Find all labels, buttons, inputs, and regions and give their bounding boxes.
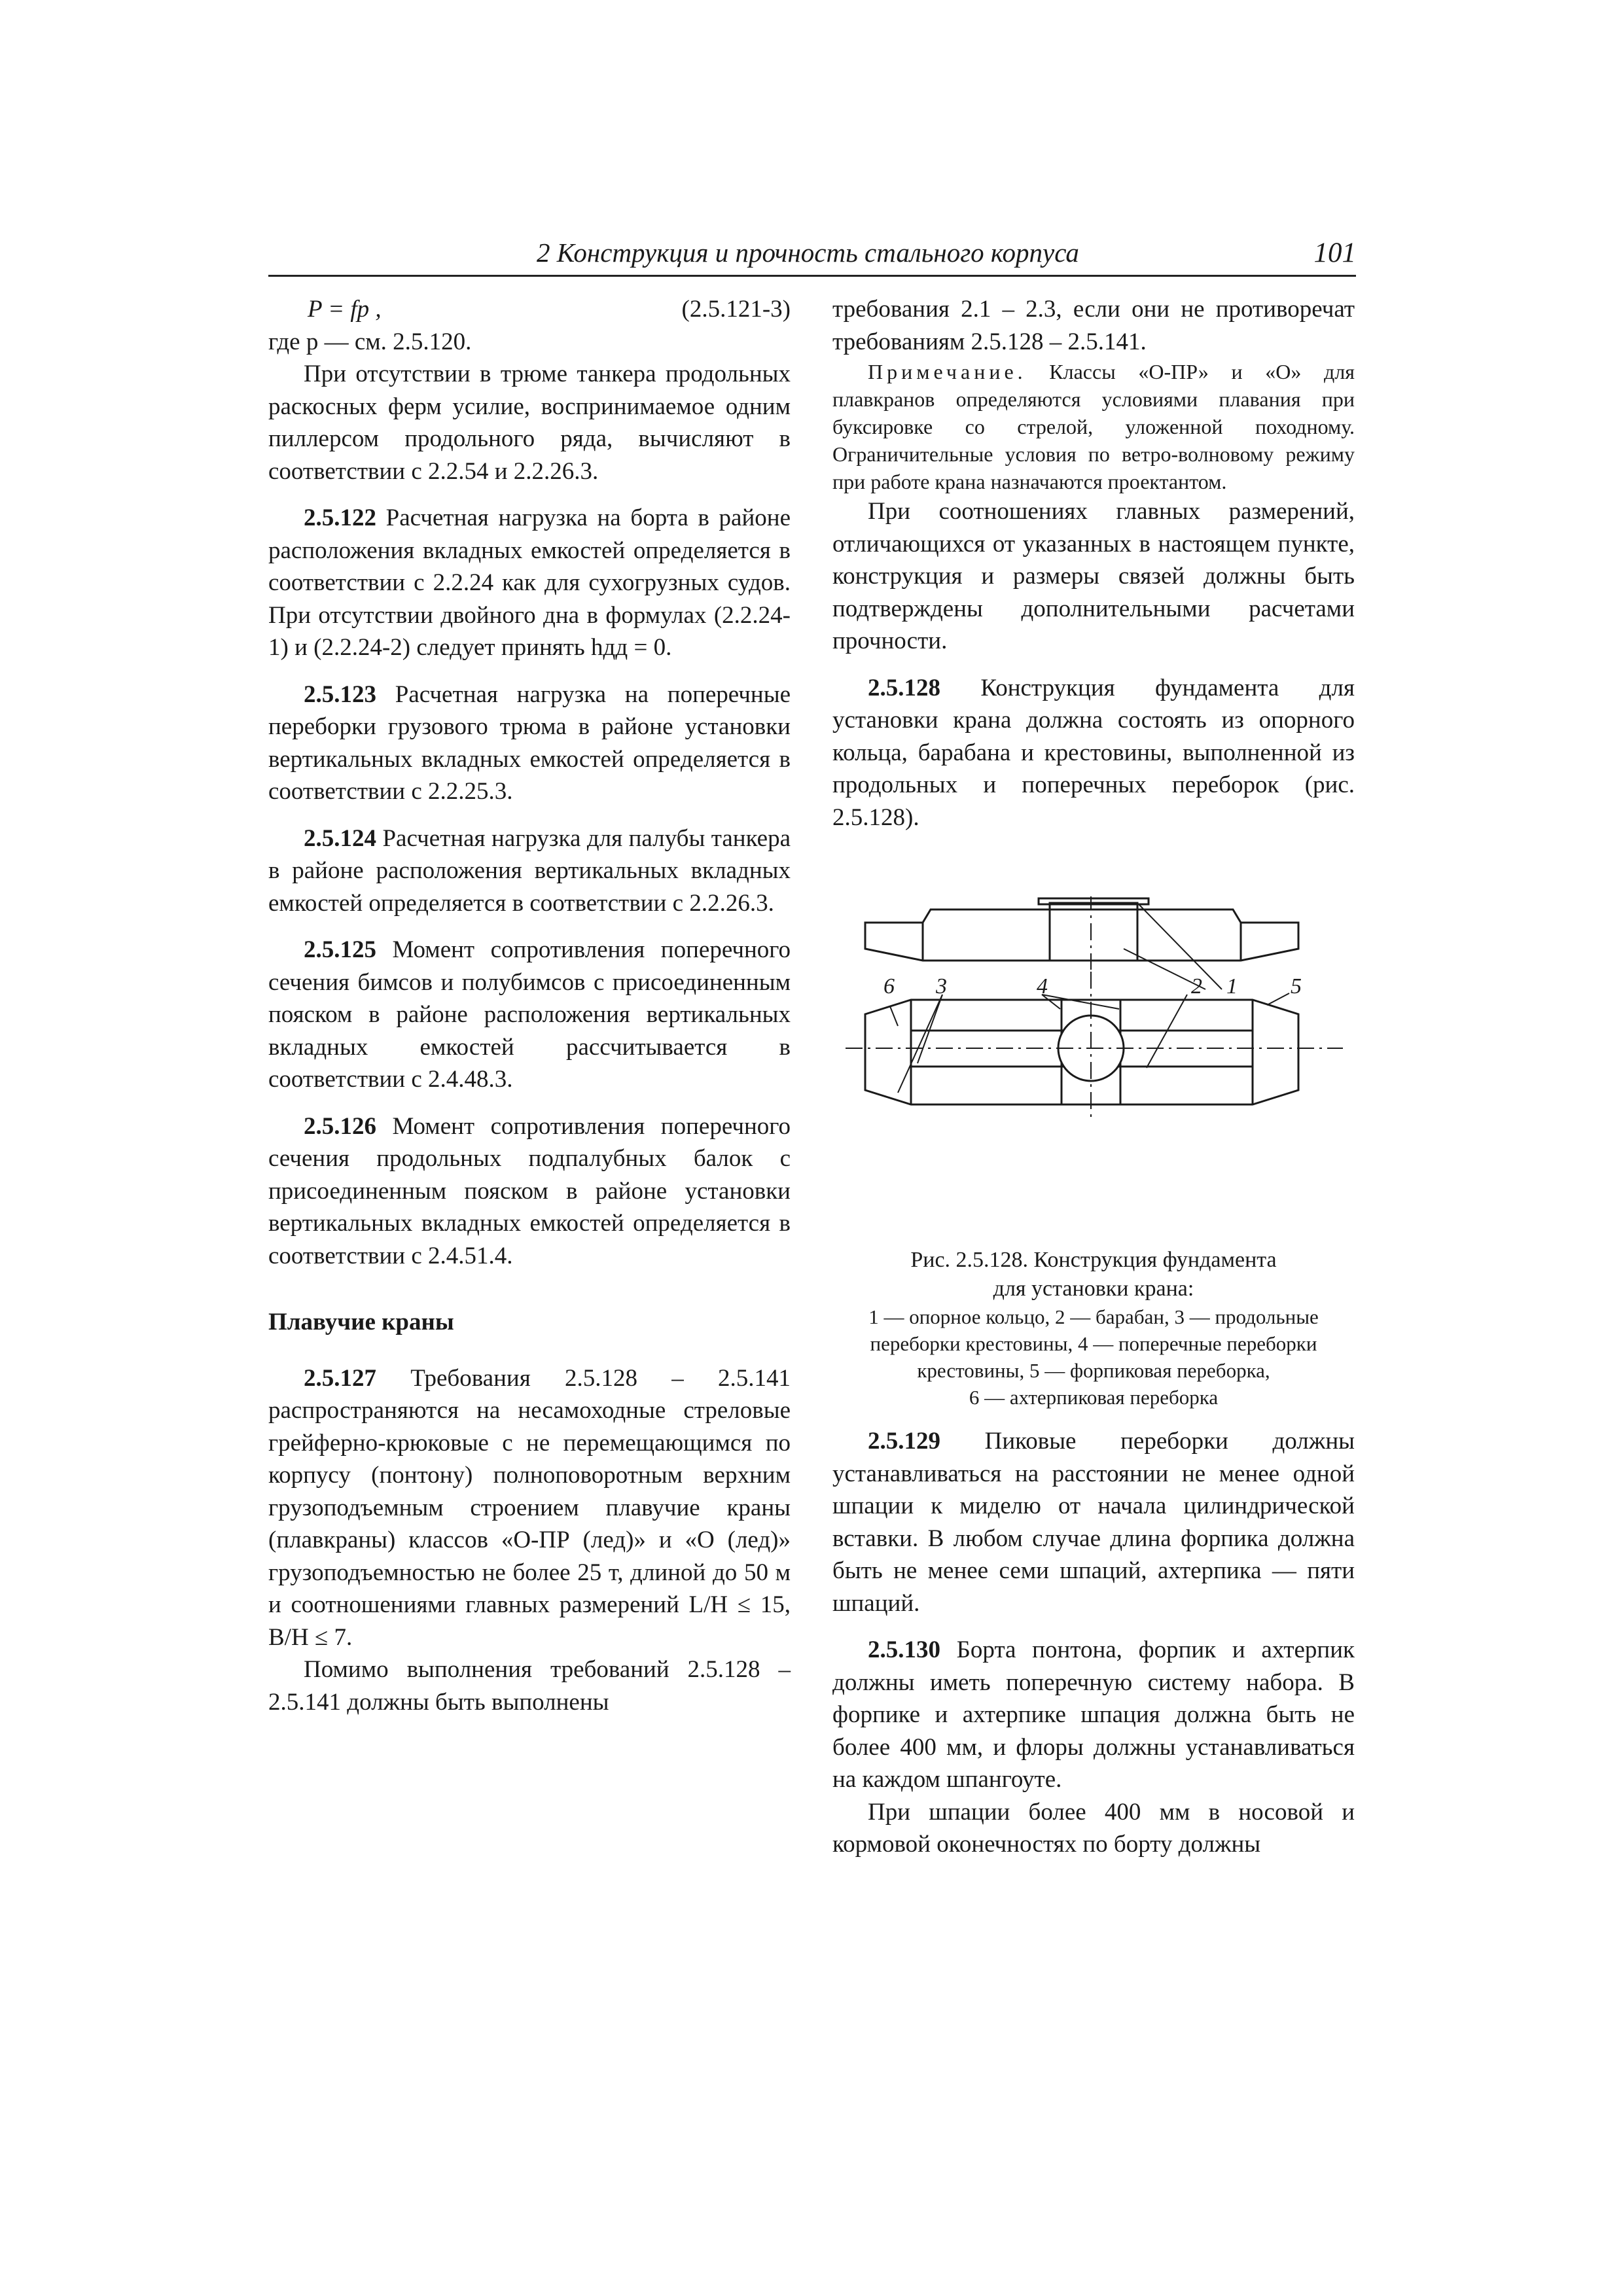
clause-number: 2.5.124 <box>304 824 376 852</box>
top-view-outline <box>865 910 1298 961</box>
label-2: 2 <box>1191 974 1202 998</box>
formula-number: (2.5.121-3) <box>681 296 791 323</box>
clause-number: 2.5.126 <box>304 1112 376 1140</box>
leader-3b <box>898 995 942 1093</box>
clause-2-5-126 <box>268 1110 791 1273</box>
clause-2-5-128 <box>832 672 1355 834</box>
note <box>832 358 1355 495</box>
leader-4b <box>1042 995 1119 1009</box>
label-6: 6 <box>883 974 895 998</box>
clause-number: 2.5.130 <box>868 1636 940 1663</box>
right-column-bottom <box>832 1425 1355 1861</box>
support-ring-top <box>1039 898 1149 904</box>
paragraph-requirements: требования 2.1 – 2.3, если они не противоречат требованиям 2.5.128 – 2.5.141. <box>832 296 1355 355</box>
caption-legend-line: 1 — опорное кольцо, 2 — барабан, 3 — продольные <box>868 1305 1319 1328</box>
clause-2-5-130 <box>832 1634 1355 1796</box>
label-4: 4 <box>1037 974 1048 998</box>
section-heading: Плавучие краны <box>268 1309 454 1335</box>
label-3: 3 <box>936 974 947 998</box>
caption-title-2: для установки крана: <box>993 1277 1194 1301</box>
caption-legend-line: крестовины, 5 — форпиковая переборка, <box>917 1359 1270 1382</box>
left-column <box>268 293 791 1718</box>
drum-top <box>1050 903 1137 961</box>
formula-line <box>268 293 791 326</box>
figure-caption <box>832 1246 1355 1411</box>
paragraph-spacing: При шпации более 400 мм в носовой и кормовой оконечностях по борту должны <box>832 1798 1355 1858</box>
figure-crane-foundation <box>832 896 1355 1243</box>
clause-text: Момент сопротивления поперечного сечения продольных подпалубных балок с присоединенным пояском в районе установки вертикальных вкладных емкостей определяется в соответствии с 2.4.51.4. <box>268 1112 791 1269</box>
top-view <box>865 896 1298 970</box>
clause-2-5-129 <box>832 1425 1355 1619</box>
clause-text: Расчетная нагрузка для палубы танкера в районе расположения вертикальных вкладных емкостей определяется в соответствии с 2.2.26.3. <box>268 824 791 917</box>
clause-text: Пиковые переборки должны устанавливаться на расстоянии не менее одной шпации к миделю от начала цилиндрической вставки. В любом случае длина форпика должна быть не менее семи шпаций, ахтерпика — пяти шпаций. <box>832 1428 1355 1617</box>
clause-text: Конструкция фундамента для установки крана должна состоять из опорного кольца, барабана и крестовины, выполненной из продольных и поперечных переборок (рис. 2.5.128). <box>832 674 1355 831</box>
paragraph-pillars: При отсутствии в трюме танкера продольных раскосных ферм усилие, воспринимаемое одним пиллерсом продольного ряда, вычисляют в соответствии с 2.2.54 и 2.2.26.3. <box>268 361 791 485</box>
right-column-top <box>832 293 1355 834</box>
clause-number: 2.5.128 <box>868 674 940 701</box>
label-5: 5 <box>1291 974 1302 998</box>
running-header <box>268 237 1356 277</box>
callout-labels <box>883 974 1302 998</box>
clause-2-5-122 <box>268 502 791 664</box>
clause-2-5-124 <box>268 822 791 920</box>
clause-text: Расчетная нагрузка на поперечные переборки грузового трюма в районе установки вертикальных вкладных емкостей определяется в соответствии с 2.2.25.3. <box>268 680 791 805</box>
clause-text: Расчетная нагрузка на борта в районе расположения вкладных емкостей определяется в соответствии с 2.2.24 как для сухогрузных судов. При отсутствии двойного дна в формулах (2.2.24-1) и (2.2.24-2) следует принять hдд = 0. <box>268 504 791 661</box>
clause-2-5-125 <box>268 934 791 1096</box>
clause-text: Требования 2.5.128 – 2.5.141 распространяются на несамоходные стреловые грейферно-крюковые с не перемещающимся по корпусу (понтону) полноповоротным верхним грузоподъемным строением плавучие краны (плавкраны) классов «О-ПР (лед)» и «О (лед)» грузоподъемностью не более 25 т, длиной до 50 м и соотношениями главных размерений L/H ≤ 15, B/H ≤ 7. <box>268 1364 791 1651</box>
clause-number: 2.5.127 <box>304 1364 376 1392</box>
plan-view <box>846 972 1343 1122</box>
label-1: 1 <box>1226 974 1238 998</box>
foundation-drawing <box>832 896 1355 1243</box>
clause-number: 2.5.123 <box>304 680 376 708</box>
clause-number: 2.5.125 <box>304 936 376 963</box>
caption-title: Рис. 2.5.128. Конструкция фундамента <box>910 1248 1277 1272</box>
clause-number: 2.5.122 <box>304 504 376 531</box>
paragraph-continued: Помимо выполнения требований 2.5.128 – 2.5.141 должны быть выполнены <box>268 1656 791 1716</box>
note-label: Примечание. <box>868 360 1027 383</box>
page-number: 101 <box>1313 238 1356 268</box>
clause-number: 2.5.129 <box>868 1428 940 1455</box>
caption-legend-line: переборки крестовины, 4 — поперечные переборки <box>870 1332 1317 1355</box>
paragraph-ratios: При соотношениях главных размерений, отличающихся от указанных в настоящем пункте, конструкция и размеры связей должны быть подтверждены дополнительными расчетами прочности. <box>832 498 1355 654</box>
formula-where: где p — см. 2.5.120. <box>268 328 472 355</box>
clause-2-5-127 <box>268 1362 791 1654</box>
clause-text: Борта понтона, форпик и ахтерпик должны иметь поперечную систему набора. В форпике и ахтерпике шпация должна быть не более 400 мм, и флоры должны устанавливаться на каждом шпангоуте. <box>832 1636 1355 1793</box>
leader-6 <box>890 1006 898 1026</box>
formula-expression: P = fp , <box>308 296 382 323</box>
clause-2-5-123 <box>268 679 791 808</box>
leader-3a <box>918 995 942 1063</box>
note-text: Классы «О-ПР» и «О» для плавкранов определяются условиями плавания при буксировке со стрелой, уложенной походному. Ограничительные условия по ветро-волновому режиму при работе крана назначаются проектантом. <box>832 360 1355 493</box>
leader-5 <box>1267 993 1289 1005</box>
caption-legend-line: 6 — ахтерпиковая переборка <box>969 1386 1219 1409</box>
section-title: 2 Конструкция и прочность стального корпуса <box>537 238 1079 268</box>
clause-text: Момент сопротивления поперечного сечения бимсов и полубимсов с присоединенным пояском в районе расположения вертикальных вкладных емкостей рассчитывается в соответствии с 2.4.48.3. <box>268 936 791 1093</box>
